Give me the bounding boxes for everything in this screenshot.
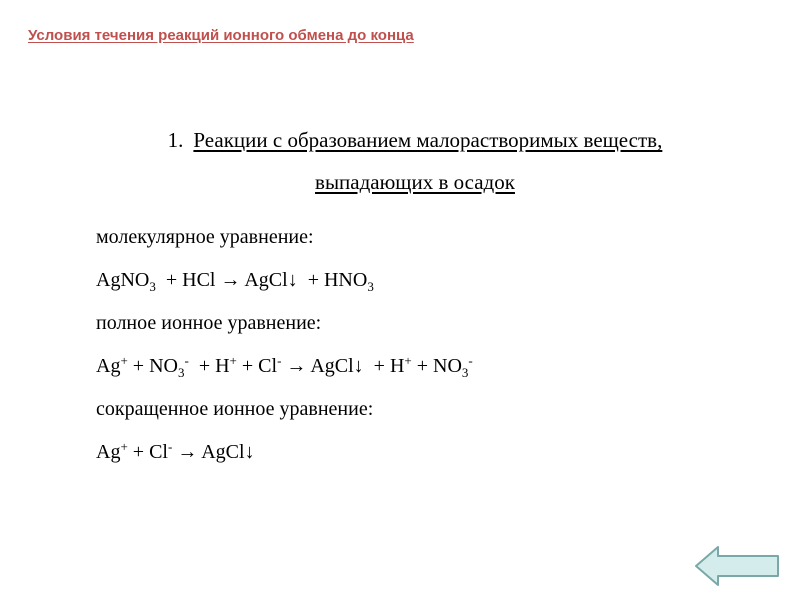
equations-block — [96, 222, 473, 480]
eq-superscript: - — [167, 439, 173, 454]
eq-text: + Cl — [127, 441, 168, 463]
eq-subscript: 3 — [177, 365, 185, 380]
eq-superscript: + — [120, 439, 128, 454]
molecular-equation — [96, 265, 473, 308]
full-ionic-label: полное ионное уравнение: — [96, 312, 322, 334]
short-ionic-equation — [96, 437, 473, 480]
section-heading — [90, 119, 740, 203]
full-ionic-equation — [96, 351, 473, 394]
eq-text: + HCl → AgCl↓ + HNO — [155, 269, 368, 291]
eq-text: Ag — [96, 441, 121, 463]
eq-text: + NO — [411, 355, 462, 377]
eq-superscript: + — [120, 353, 128, 368]
section-heading-line-1 — [90, 119, 740, 161]
eq-subscript: 3 — [367, 279, 374, 294]
eq-text: + Cl — [236, 355, 278, 377]
left-arrow-icon — [694, 545, 780, 587]
molecular-label: молекулярное уравнение: — [96, 226, 314, 248]
eq-superscript: + — [229, 353, 237, 368]
section-heading-text-1: Реакции с образованием малорастворимых веществ, — [193, 128, 663, 152]
eq-superscript: - — [277, 353, 282, 368]
eq-text: + H — [188, 355, 230, 377]
section-heading-line-2 — [90, 161, 740, 203]
section-number: 1. — [167, 128, 184, 152]
eq-text: → AgCl↓ + H — [281, 355, 405, 377]
eq-text: AgNO — [96, 269, 150, 291]
eq-superscript: - — [184, 353, 189, 368]
eq-superscript: + — [404, 353, 412, 368]
section-heading-text-2: выпадающих в осадок — [315, 170, 515, 194]
eq-superscript: - — [468, 353, 473, 368]
eq-subscript: 3 — [149, 279, 156, 294]
eq-text: Ag — [96, 355, 121, 377]
eq-subscript: 3 — [461, 365, 469, 380]
short-ionic-label: сокращенное ионное уравнение: — [96, 398, 374, 420]
eq-text: + NO — [127, 355, 178, 377]
page-title: Условия течения реакций ионного обмена до конца — [28, 27, 414, 44]
back-button[interactable] — [694, 545, 780, 587]
eq-text: → AgCl↓ — [172, 441, 255, 463]
